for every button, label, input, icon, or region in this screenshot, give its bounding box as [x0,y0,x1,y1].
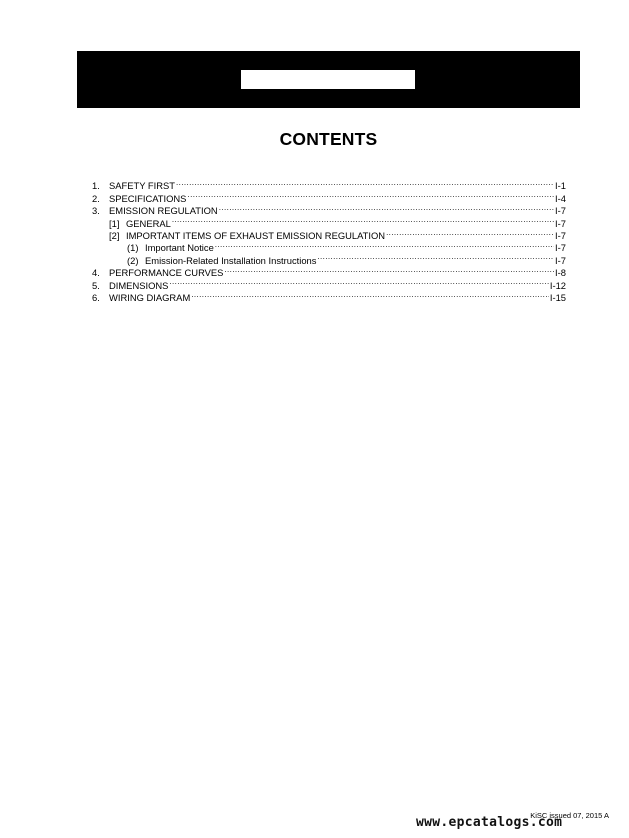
toc-entry[interactable] [92,264,566,279]
toc-entry-number: [1] [109,217,120,229]
toc-entry-label: IMPORTANT ITEMS OF EXHAUST EMISSION REGULATION [126,229,386,241]
toc-entry-number: [2] [109,229,120,241]
toc-dot-leader [169,276,548,288]
toc-dot-leader [219,202,554,214]
toc-dot-leader [187,189,554,201]
toc-entry[interactable] [92,239,566,254]
toc-entry-label: Emission-Related Installation Instructions [145,254,317,266]
toc-entry-label: PERFORMANCE CURVES [109,267,224,279]
section-header-bar [77,51,580,108]
toc-entry-number: (2) [127,254,139,266]
page-title: CONTENTS [279,129,378,149]
toc-dot-leader [386,227,554,239]
toc-entry-label: SPECIFICATIONS [109,192,187,204]
toc-entry-label: DIMENSIONS [109,279,169,291]
toc-entry-number: 5. [92,279,100,291]
toc-entry[interactable] [92,276,566,291]
toc-entry[interactable] [92,227,566,239]
table-of-contents [92,177,566,301]
toc-entry-page: I-7 [555,217,566,229]
toc-entry-label: GENERAL [126,217,171,229]
toc-entry-label: EMISSION REGULATION [109,205,218,217]
toc-entry-page: I-7 [555,205,566,217]
toc-entry-page: I-12 [549,279,566,291]
toc-entry-number: 6. [92,291,100,303]
toc-entry-page: I-1 [555,180,566,192]
toc-dot-leader [224,264,554,276]
toc-entry-page: I-4 [555,192,566,204]
toc-entry[interactable] [92,214,566,229]
toc-entry[interactable] [92,189,566,204]
toc-entry-label: WIRING DIAGRAM [109,291,191,303]
toc-entry-page: I-7 [555,229,566,241]
toc-entry[interactable] [92,177,566,192]
issue-note: KiSC issued 07, 2015 A [530,811,609,820]
toc-entry-page: I-15 [549,291,566,303]
toc-entry-number: 3. [92,205,100,217]
toc-entry-number: 4. [92,267,100,279]
toc-entry-number: 1. [92,180,100,192]
toc-entry-page: I-7 [555,254,566,266]
toc-entry-page: I-8 [555,267,566,279]
toc-entry-number: 2. [92,192,100,204]
toc-dot-leader [191,289,549,301]
toc-entry-label: SAFETY FIRST [109,180,175,192]
toc-entry-label: Important Notice [145,242,214,254]
toc-dot-leader [317,251,554,263]
toc-dot-leader [215,239,554,251]
toc-dot-leader [172,214,554,226]
toc-entry[interactable] [92,251,566,266]
toc-dot-leader [176,177,554,189]
section-header-label-box [241,70,415,89]
toc-entry[interactable] [92,289,566,301]
toc-entry-page: I-7 [555,242,566,254]
toc-entry[interactable] [92,202,566,217]
watermark-text: www.epcatalogs.com [416,815,563,830]
toc-entry-number: (1) [127,242,139,254]
